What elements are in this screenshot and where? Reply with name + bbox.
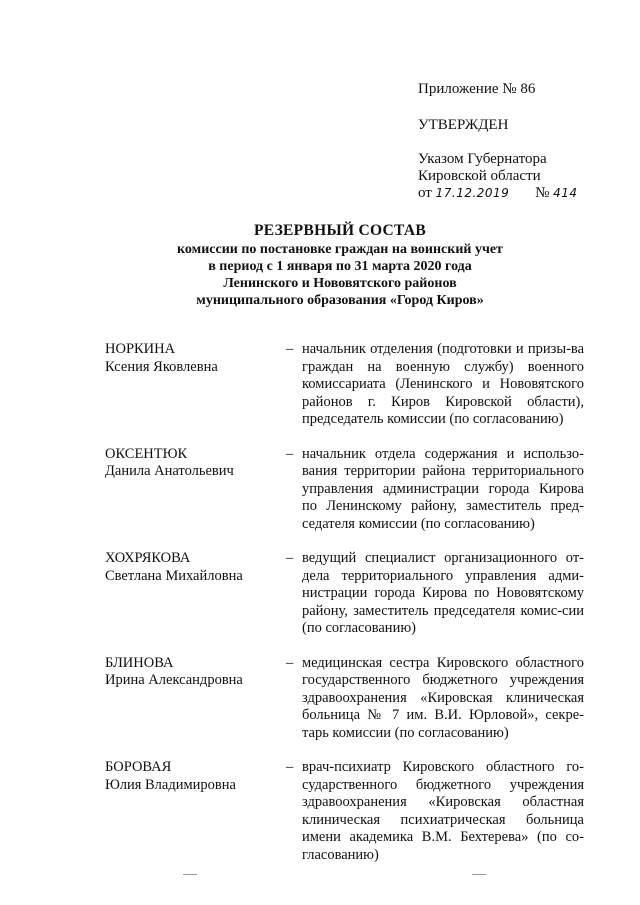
member-entry <box>105 550 585 638</box>
member-given-name: Ксения Яковлевна <box>105 358 218 375</box>
member-given-name: Ирина Александровна <box>105 672 243 688</box>
member-name <box>105 655 280 690</box>
member-role: начальник отдела содержания и использо-вания территории района территориального управления администрации города Кирова по Ленинскому району, заместитель пред-седателя комиссии (по согласованию) <box>302 445 584 532</box>
decree-line-2: Кировской области <box>418 168 541 184</box>
member-name <box>105 550 280 585</box>
member-surname: ХОХРЯКОВА <box>105 550 191 566</box>
member-dash: – <box>286 550 294 566</box>
members-list <box>105 341 585 864</box>
member-name <box>105 341 280 376</box>
member-dash: – <box>286 654 294 671</box>
member-entry <box>105 446 585 534</box>
decree-date-line <box>418 185 618 202</box>
handwritten-date: 17.12.2019 <box>435 186 510 200</box>
title-main: РЕЗЕРВНЫЙ СОСТАВ <box>253 222 427 239</box>
member-role: ведущий специалист организационного от-дела территориального управления адми-нистрации города Кирова по Нововятскому району, заместитель председателя комис-сии (по согласованию) <box>302 550 584 636</box>
from-prefix: от <box>418 185 432 201</box>
member-given-name: Светлана Михайловна <box>105 567 243 584</box>
member-role: начальник отделения (подготовки и призы-ва граждан на военную службу) военного комиссариата (Ленинского и Нововятского районов г. Киров Кировской области), председатель комиссии (по согласованию) <box>302 341 584 427</box>
number-group <box>535 185 577 202</box>
member-entry <box>105 759 585 864</box>
member-dash: – <box>286 445 294 462</box>
appendix-number: Приложение № 86 <box>418 81 536 97</box>
member-name <box>105 446 280 481</box>
title-line-3: Ленинского и Нововятского районов <box>223 276 457 291</box>
member-role: врач-психиатр Кировского областного го-сударственного бюджетного учреждения здравоохранения «Кировская областная клиническая психиатрическая больница имени академика В.М. Бехтерева» (по со-гласованию) <box>302 759 584 863</box>
title-line-1: комиссии по постановке граждан на воинский учет <box>177 242 503 257</box>
title-line-2: в период с 1 января по 31 марта 2020 года <box>208 259 472 274</box>
number-prefix: № <box>535 185 550 201</box>
document-title <box>100 222 580 309</box>
decree-line-1: Указом Губернатора <box>418 151 547 167</box>
member-surname: ОКСЕНТЮК <box>105 445 188 462</box>
scan-mark-right <box>472 874 486 875</box>
title-line-4: муниципального образования «Город Киров» <box>196 293 484 308</box>
scan-mark-left <box>183 874 197 875</box>
member-surname: НОРКИНА <box>105 341 176 357</box>
member-surname: БОРОВАЯ <box>105 759 172 775</box>
member-entry <box>105 655 585 743</box>
approval-block <box>418 81 618 202</box>
member-given-name: Юлия Владимировна <box>105 776 236 793</box>
member-dash: – <box>286 341 294 357</box>
member-entry <box>105 341 585 429</box>
member-dash: – <box>286 759 294 775</box>
member-given-name: Данила Анатольевич <box>105 463 234 479</box>
member-role: медицинская сестра Кировского областного государственного бюджетного учреждения здравоохранения «Кировская клиническая больница № 7 им. В.И. Юрловой», секре-тарь комиссии (по согласованию) <box>302 654 584 741</box>
member-name <box>105 759 280 794</box>
member-surname: БЛИНОВА <box>105 654 174 671</box>
approved-label: УТВЕРЖДЕН <box>418 117 509 133</box>
handwritten-number: 414 <box>553 186 578 200</box>
